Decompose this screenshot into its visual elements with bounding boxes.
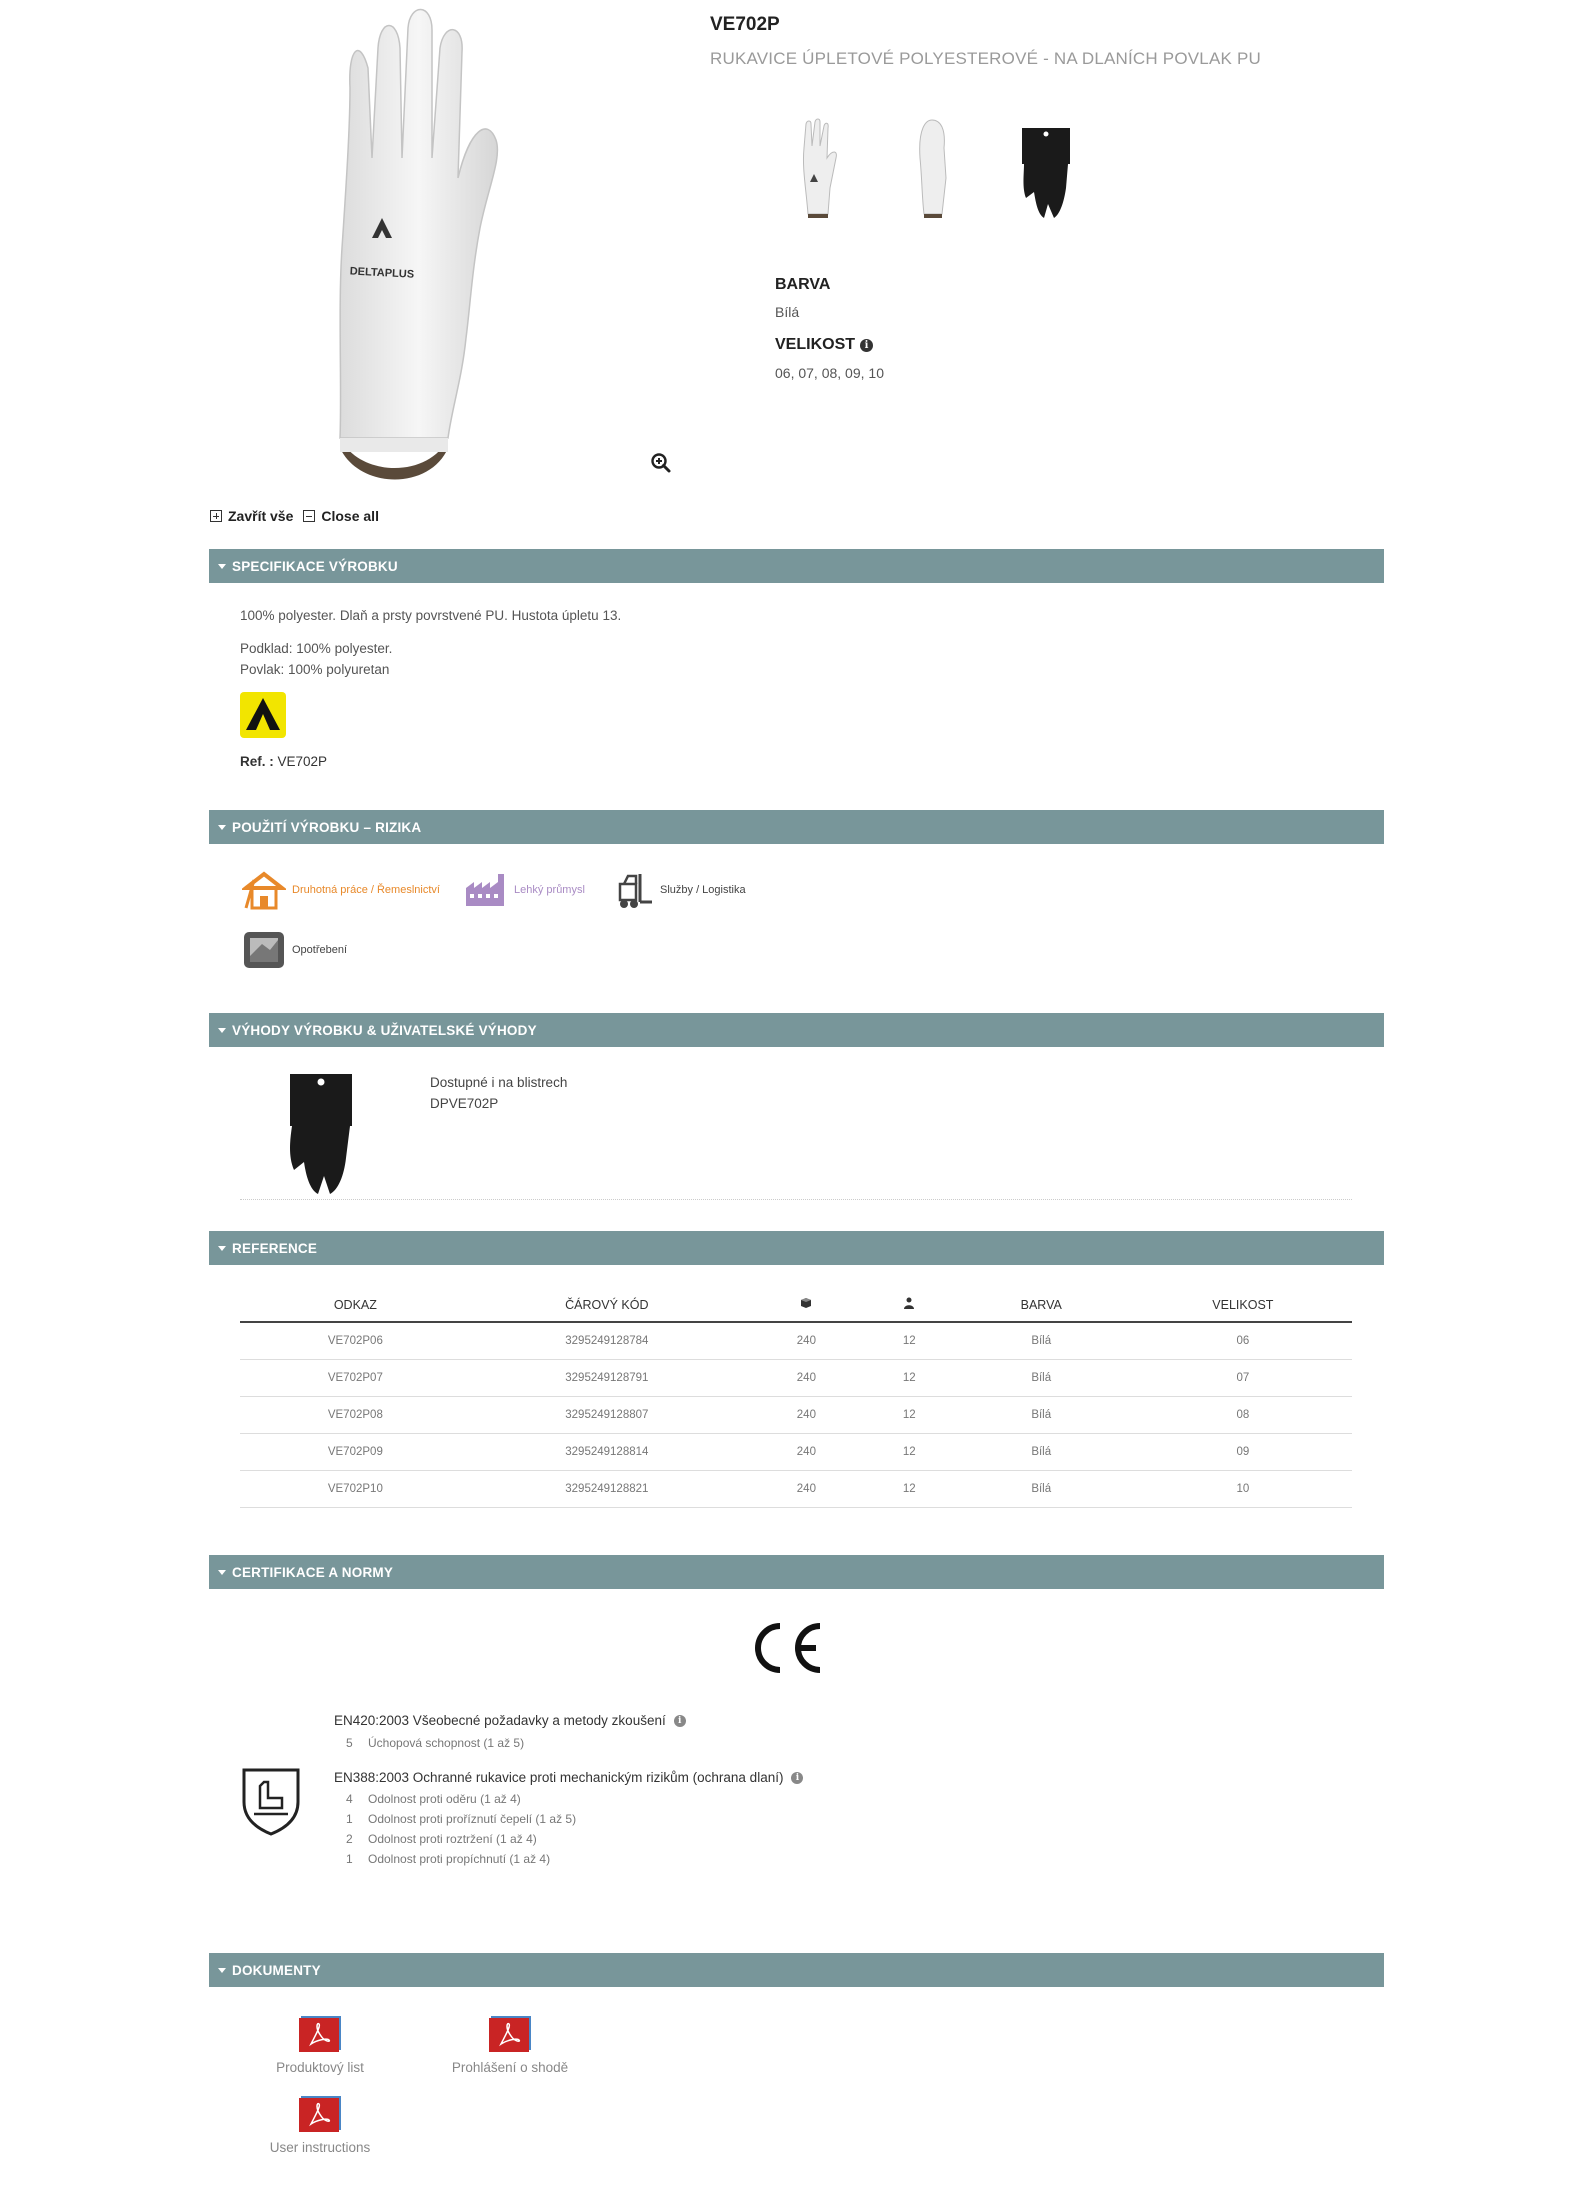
- en420-title: [334, 1713, 686, 1728]
- section-header-certs[interactable]: [209, 1555, 1384, 1589]
- cell-barcode: 3295249128807: [471, 1396, 743, 1433]
- blister-pack-image: [276, 1066, 366, 1196]
- cell-ref: VE702P08: [240, 1396, 471, 1433]
- ce-mark-icon: [748, 1620, 824, 1676]
- cell-color: Bílá: [949, 1470, 1134, 1507]
- cell-box: 240: [743, 1359, 870, 1396]
- en388-row: [346, 1832, 537, 1846]
- color-label: BARVA: [775, 276, 831, 293]
- en420-row: [346, 1736, 524, 1750]
- section-title-benefits: VÝHODY VÝROBKU & UŽIVATELSKÉ VÝHODY: [232, 1022, 537, 1038]
- cell-color: Bílá: [949, 1359, 1134, 1396]
- caret-down-icon: [218, 825, 226, 830]
- usage-item-wear: [242, 930, 347, 970]
- en388-row-label: Odolnost proti oděru (1 až 4): [368, 1792, 521, 1806]
- cell-person: 12: [870, 1359, 949, 1396]
- table-row: [240, 1433, 1352, 1470]
- factory-icon: [464, 870, 508, 910]
- person-icon: [903, 1297, 915, 1309]
- table-row: [240, 1396, 1352, 1433]
- cell-ref: VE702P06: [240, 1322, 471, 1359]
- cell-box: 240: [743, 1396, 870, 1433]
- en388-row-label: Odolnost proti roztržení (1 až 4): [368, 1832, 537, 1846]
- section-header-reference[interactable]: [209, 1231, 1384, 1265]
- cell-color: Bílá: [949, 1433, 1134, 1470]
- forklift-icon: [610, 870, 654, 910]
- spec-line-3: Povlak: 100% polyuretan: [240, 662, 390, 677]
- cell-size: 10: [1134, 1470, 1352, 1507]
- size-label-text: VELIKOST: [775, 336, 856, 353]
- benefits-divider: [240, 1199, 1352, 1200]
- en388-title: [334, 1770, 803, 1785]
- usage-item-craft: [242, 870, 440, 910]
- product-main-image: [320, 8, 560, 490]
- cell-color: Bílá: [949, 1396, 1134, 1433]
- section-title-spec: SPECIFIKACE VÝROBKU: [232, 558, 398, 574]
- house-roof-icon: [242, 870, 286, 910]
- close-all-button[interactable]: [303, 508, 379, 524]
- thumbnail-glove-front[interactable]: [782, 118, 858, 228]
- cell-size: 09: [1134, 1433, 1352, 1470]
- en388-info-icon[interactable]: i: [791, 1772, 803, 1784]
- usage-item-light-industry: [464, 870, 585, 910]
- doc-label-declaration: Prohlášení o shodě: [451, 2060, 569, 2075]
- minus-square-icon: [303, 510, 315, 522]
- cell-person: 12: [870, 1322, 949, 1359]
- section-title-usage: POUŽITÍ VÝROBKU – RIZIKA: [232, 819, 422, 835]
- caret-down-icon: [218, 1570, 226, 1575]
- expand-all-button[interactable]: [210, 508, 293, 524]
- en388-row-value: 1: [346, 1812, 353, 1826]
- abrasion-icon: [242, 930, 286, 970]
- cell-ref: VE702P10: [240, 1470, 471, 1507]
- usage-label-light-industry: Lehký průmysl: [514, 884, 585, 896]
- section-title-reference: REFERENCE: [232, 1240, 318, 1256]
- deltaplus-logo-icon: [240, 692, 286, 738]
- doc-product-sheet[interactable]: [240, 2014, 400, 2075]
- table-header-row: [240, 1288, 1352, 1322]
- size-info-icon[interactable]: i: [860, 339, 873, 352]
- section-header-benefits[interactable]: [209, 1013, 1384, 1047]
- spec-ref-label: Ref. :: [240, 754, 274, 769]
- cell-barcode: 3295249128814: [471, 1433, 743, 1470]
- en388-shield-icon: [240, 1766, 302, 1836]
- expand-all-label: Zavřít vše: [228, 508, 294, 524]
- en420-row-value: 5: [346, 1736, 353, 1750]
- plus-square-icon: [210, 510, 222, 522]
- section-header-docs[interactable]: [209, 1953, 1384, 1987]
- usage-label-craft: Druhotná práce / Řemeslnictví: [292, 884, 440, 896]
- thumbnail-blister[interactable]: [1008, 118, 1084, 228]
- cell-size: 07: [1134, 1359, 1352, 1396]
- cell-ref: VE702P07: [240, 1359, 471, 1396]
- usage-label-wear: Opotřebení: [292, 944, 348, 956]
- cell-size: 06: [1134, 1322, 1352, 1359]
- color-value: Bílá: [775, 304, 800, 320]
- cell-barcode: 3295249128784: [471, 1322, 743, 1359]
- doc-label-user-instructions: User instructions: [269, 2140, 371, 2155]
- spec-line-2: Podklad: 100% polyester.: [240, 641, 393, 656]
- thumbnail-glove-side[interactable]: [896, 118, 972, 228]
- cell-ref: VE702P09: [240, 1433, 471, 1470]
- en388-title-text: EN388:2003 Ochranné rukavice proti mechanickým rizikům (ochrana dlaní): [334, 1770, 784, 1785]
- caret-down-icon: [218, 564, 226, 569]
- en420-info-icon[interactable]: i: [674, 1715, 686, 1727]
- product-subtitle: RUKAVICE ÚPLETOVÉ POLYESTEROVÉ - NA DLANÍCH POVLAK PU: [710, 49, 1261, 68]
- reference-table: [240, 1288, 1352, 1508]
- caret-down-icon: [218, 1246, 226, 1251]
- section-header-spec[interactable]: [209, 549, 1384, 583]
- en388-row: [346, 1792, 521, 1806]
- en388-row-value: 4: [346, 1792, 353, 1806]
- pdf-icon: [297, 2014, 343, 2054]
- usage-label-logistics: Služby / Logistika: [660, 884, 746, 896]
- table-row: [240, 1322, 1352, 1359]
- cell-box: 240: [743, 1322, 870, 1359]
- cell-barcode: 3295249128791: [471, 1359, 743, 1396]
- caret-down-icon: [218, 1028, 226, 1033]
- table-row: [240, 1470, 1352, 1507]
- col-header-person: [870, 1288, 949, 1322]
- en388-row: [346, 1852, 550, 1866]
- size-label: [775, 336, 873, 354]
- cell-person: 12: [870, 1396, 949, 1433]
- cell-person: 12: [870, 1433, 949, 1470]
- glove-brand-text: DELTAPLUS: [349, 265, 415, 281]
- box-icon: [800, 1297, 812, 1309]
- table-row: [240, 1359, 1352, 1396]
- pdf-icon: [487, 2014, 533, 2054]
- en388-row-value: 1: [346, 1852, 353, 1866]
- en388-row: [346, 1812, 576, 1826]
- en388-row-label: Odolnost proti proříznutí čepelí (1 až 5): [368, 1812, 577, 1826]
- section-title-docs: DOKUMENTY: [232, 1962, 321, 1978]
- product-title: VE702P: [710, 14, 780, 35]
- en388-row-label: Odolnost proti propíchnutí (1 až 4): [368, 1852, 551, 1866]
- size-value: 06, 07, 08, 09, 10: [775, 365, 884, 381]
- cell-box: 240: [743, 1470, 870, 1507]
- spec-line-1: 100% polyester. Dlaň a prsty povrstvené PU. Hustota úpletu 13.: [240, 608, 622, 623]
- doc-user-instructions[interactable]: [240, 2094, 400, 2155]
- spec-ref: [240, 754, 327, 769]
- col-header-box: [743, 1288, 870, 1322]
- section-header-usage[interactable]: [209, 810, 1384, 844]
- en420-row-label: Úchopová schopnost (1 až 5): [368, 1736, 525, 1750]
- cell-box: 240: [743, 1433, 870, 1470]
- doc-declaration[interactable]: [430, 2014, 590, 2075]
- col-header-barcode: ČÁROVÝ KÓD: [471, 1288, 743, 1322]
- benefits-line-1: Dostupné i na blistrech: [430, 1075, 568, 1090]
- benefits-line-2: DPVE702P: [430, 1096, 499, 1111]
- en420-title-text: EN420:2003 Všeobecné požadavky a metody zkoušení: [334, 1713, 666, 1728]
- usage-item-logistics: [610, 870, 746, 910]
- cell-size: 08: [1134, 1396, 1352, 1433]
- en388-row-value: 2: [346, 1832, 353, 1846]
- zoom-icon[interactable]: [650, 452, 672, 474]
- cell-color: Bílá: [949, 1322, 1134, 1359]
- pdf-icon: [297, 2094, 343, 2134]
- caret-down-icon: [218, 1968, 226, 1973]
- close-all-label: Close all: [321, 508, 379, 524]
- toggle-bar: [210, 508, 379, 524]
- spec-ref-value: VE702P: [277, 754, 328, 769]
- col-header-size: VELIKOST: [1134, 1288, 1352, 1322]
- cell-barcode: 3295249128821: [471, 1470, 743, 1507]
- cell-person: 12: [870, 1470, 949, 1507]
- doc-label-product-sheet: Produktový list: [276, 2060, 364, 2075]
- section-title-certs: CERTIFIKACE A NORMY: [232, 1564, 394, 1580]
- col-header-color: BARVA: [949, 1288, 1134, 1322]
- col-header-ref: ODKAZ: [240, 1288, 471, 1322]
